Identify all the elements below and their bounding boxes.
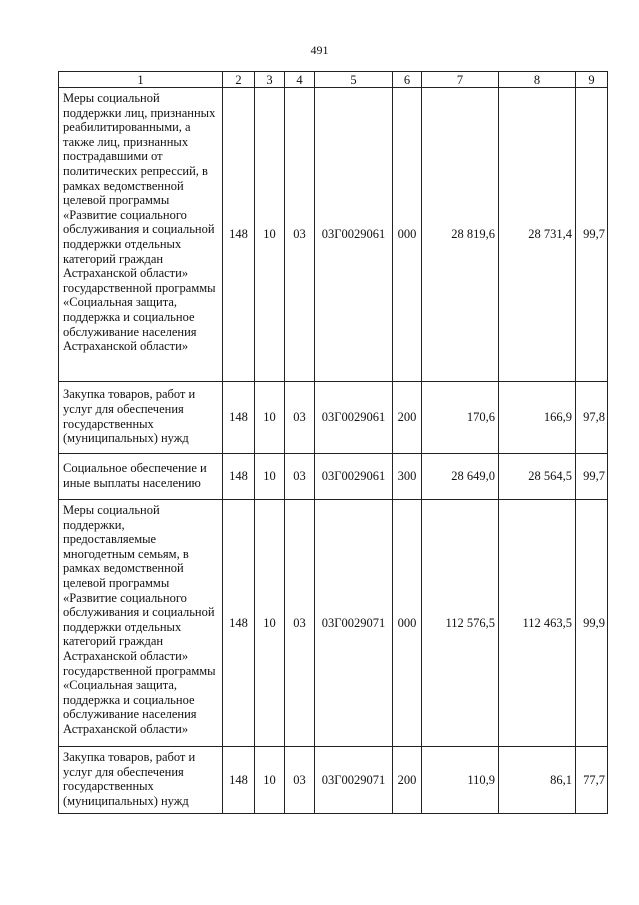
row-description: Социальное обеспечение и иные выплаты населению [59, 454, 223, 500]
cell-target-article: 03Г0029061 [315, 88, 393, 382]
cell-ministry-code: 148 [223, 88, 255, 382]
cell-planned-amount: 28 649,0 [422, 454, 499, 500]
cell-subsection: 03 [285, 747, 315, 814]
column-header: 7 [422, 72, 499, 88]
column-header: 3 [255, 72, 285, 88]
cell-target-article: 03Г0029061 [315, 382, 393, 454]
table-row [59, 454, 608, 500]
cell-ministry-code: 148 [223, 382, 255, 454]
cell-subsection: 03 [285, 500, 315, 747]
header-row [59, 72, 608, 88]
cell-subsection: 03 [285, 454, 315, 500]
row-description: Закупка товаров, работ и услуг для обеспечения государственных (муниципальных) нужд [59, 747, 223, 814]
cell-expense-type: 200 [393, 382, 422, 454]
cell-executed-amount: 112 463,5 [499, 500, 576, 747]
table-header [59, 72, 608, 88]
cell-expense-type: 300 [393, 454, 422, 500]
cell-percent: 97,8 [576, 382, 608, 454]
cell-planned-amount: 110,9 [422, 747, 499, 814]
column-header: 5 [315, 72, 393, 88]
cell-section: 10 [255, 747, 285, 814]
cell-planned-amount: 170,6 [422, 382, 499, 454]
cell-executed-amount: 28 731,4 [499, 88, 576, 382]
cell-section: 10 [255, 88, 285, 382]
cell-target-article: 03Г0029071 [315, 500, 393, 747]
cell-target-article: 03Г0029061 [315, 454, 393, 500]
cell-percent: 99,7 [576, 454, 608, 500]
cell-target-article: 03Г0029071 [315, 747, 393, 814]
cell-executed-amount: 28 564,5 [499, 454, 576, 500]
table-row [59, 382, 608, 454]
table-row [59, 500, 608, 747]
table-row [59, 88, 608, 382]
cell-percent: 99,7 [576, 88, 608, 382]
table-row [59, 747, 608, 814]
cell-ministry-code: 148 [223, 454, 255, 500]
column-header: 8 [499, 72, 576, 88]
column-header: 4 [285, 72, 315, 88]
budget-table [58, 71, 608, 814]
cell-expense-type: 200 [393, 747, 422, 814]
cell-executed-amount: 166,9 [499, 382, 576, 454]
row-description: Меры социальной поддержки лиц, признанных реабилитированными, а также лиц, признанных пострадавшими от политических репрессий, в рамках ведомственной целевой программы «Развитие социального обслуживания и социальной поддержки отдельных категорий граждан Астраханской области» государственной программы «Социальная защита, поддержка и социальное обслуживание населения Астраханской области» [59, 88, 223, 382]
cell-percent: 99,9 [576, 500, 608, 747]
column-header: 2 [223, 72, 255, 88]
cell-section: 10 [255, 382, 285, 454]
row-description: Меры социальной поддержки, предоставляемые многодетным семьям, в рамках ведомственной целевой программы «Развитие социального обслуживания и социальной поддержки отдельных категорий граждан Астраханской области» государственной программы «Социальная защита, поддержка и социальное обслуживание населения Астраханской области» [59, 500, 223, 747]
cell-ministry-code: 148 [223, 500, 255, 747]
page-number: 491 [310, 43, 329, 57]
cell-section: 10 [255, 500, 285, 747]
table-body [59, 88, 608, 814]
column-header: 9 [576, 72, 608, 88]
cell-ministry-code: 148 [223, 747, 255, 814]
cell-section: 10 [255, 454, 285, 500]
cell-expense-type: 000 [393, 88, 422, 382]
cell-subsection: 03 [285, 88, 315, 382]
cell-subsection: 03 [285, 382, 315, 454]
cell-expense-type: 000 [393, 500, 422, 747]
cell-executed-amount: 86,1 [499, 747, 576, 814]
cell-planned-amount: 28 819,6 [422, 88, 499, 382]
column-header: 6 [393, 72, 422, 88]
cell-planned-amount: 112 576,5 [422, 500, 499, 747]
row-description: Закупка товаров, работ и услуг для обеспечения государственных (муниципальных) нужд [59, 382, 223, 454]
column-header: 1 [59, 72, 223, 88]
cell-percent: 77,7 [576, 747, 608, 814]
